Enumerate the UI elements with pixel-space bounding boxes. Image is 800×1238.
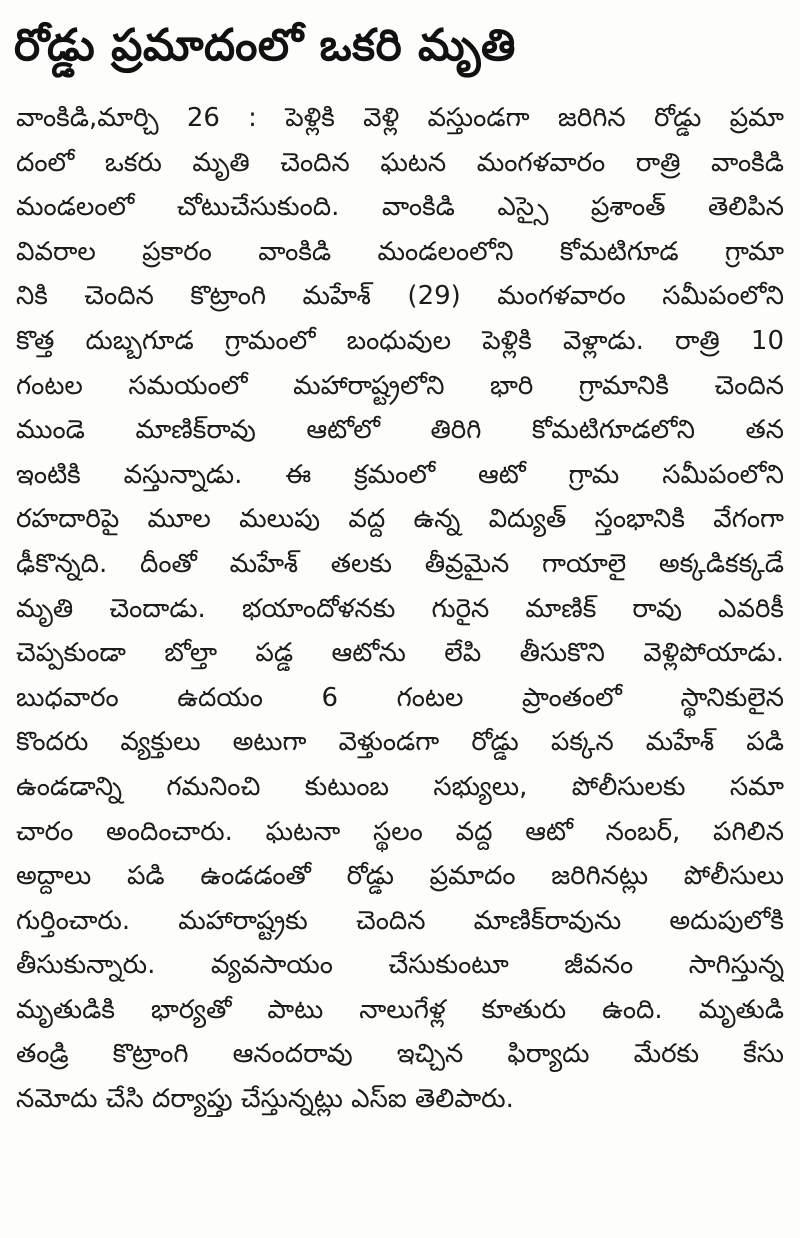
article-headline: రోడ్డు ప్రమాదంలో ఒకరి మృతి	[14, 20, 516, 71]
article-line: చారం అందించారు. ఘటనా స్థలం వద్ద ఆటో నంబర్, పగిలిన	[16, 816, 784, 847]
cropped-previous-text	[0, 0, 800, 10]
article-line: అద్దాలు పడి ఉండడంతో రోడ్డు ప్రమాదం జరిగినట్లు పోలీసులు	[16, 861, 784, 892]
article-line: దంలో ఒకరు మృతి చెందిన ఘటన మంగళవారం రాత్రి వాంకిడి	[16, 147, 784, 178]
article-line: ముండె మాణిక్‌రావు ఆటోలో తిరిగి కోమటిగూడలోని తన	[16, 415, 784, 446]
article-line: గుర్తించారు. మహారాష్ట్రకు చెందిన మాణిక్‌రావును అదుపులోకి	[16, 905, 784, 936]
article-line: ఇంటికి వస్తున్నాడు. ఈ క్రమంలో ఆటో గ్రామ సమీపంలోని	[16, 459, 784, 490]
article-line: గంటల సమయంలో మహారాష్ట్రలోని భారి గ్రామానికి చెందిన	[16, 370, 784, 401]
article-line: కొందరు వ్యక్తులు అటుగా వెళ్తుండగా రోడ్డు పక్కన మహేశ్ పడి	[16, 727, 784, 758]
article-body	[16, 96, 784, 1122]
article-line: బుధవారం ఉదయం 6 గంటల ప్రాంతంలో స్థానికులైన	[16, 682, 784, 713]
article-line: చెప్పకుండా బోల్తా పడ్డ ఆటోను లేపి తీసుకొని వెళ్లిపోయాడు.	[16, 638, 784, 669]
article-line: కొత్త దుబ్బగూడ గ్రామంలో బంధువుల పెళ్లికి వెళ్లాడు. రాత్రి 10	[16, 325, 784, 356]
article-line: తీసుకున్నారు. వ్యవసాయం చేసుకుంటూ జీవనం సాగిస్తున్న	[16, 950, 784, 981]
article-line: వాంకిడి,మార్చి 26 : పెళ్లికి వెళ్లి వస్తుండగా జరిగిన రోడ్డు ప్రమా	[16, 103, 784, 133]
article-line: ఉండడాన్ని గమనించి కుటుంబ సభ్యులు, పోలీసులకు సమా	[16, 771, 784, 802]
article-line: ఢీకొన్నది. దీంతో మహేశ్ తలకు తీవ్రమైన గాయాలై అక్కడికక్కడే	[16, 548, 784, 579]
article-line: నికి చెందిన కొట్రాంగి మహేశ్ (29) మంగళవారం సమీపంలోని	[16, 281, 784, 312]
article-line: తండ్రి కొట్రాంగి ఆనందరావు ఇచ్చిన ఫిర్యాదు మేరకు కేసు	[16, 1039, 784, 1070]
article-line: వివరాల ప్రకారం వాంకిడి మండలంలోని కోమటిగూడ గ్రామా	[16, 236, 784, 267]
article-line: మృతి చెందాడు. భయాందోళనకు గురైన మాణిక్ రావు ఎవరికీ	[16, 593, 784, 624]
article-line: రహదారిపై మూల మలుపు వద్ద ఉన్న విద్యుత్ స్తంభానికి వేగంగా	[16, 504, 784, 535]
article-line: నమోదు చేసి దర్యాప్తు చేస్తున్నట్లు ఎస్ఐ తెలిపారు.	[16, 1084, 514, 1115]
article-line: మృతుడికి భార్యతో పాటు నాలుగేళ్ల కూతురు ఉంది. మృతుడి	[16, 994, 784, 1025]
article-line: మండలంలో చోటుచేసుకుంది. వాంకిడి ఎస్సై ప్రశాంత్ తెలిపిన	[16, 192, 784, 223]
